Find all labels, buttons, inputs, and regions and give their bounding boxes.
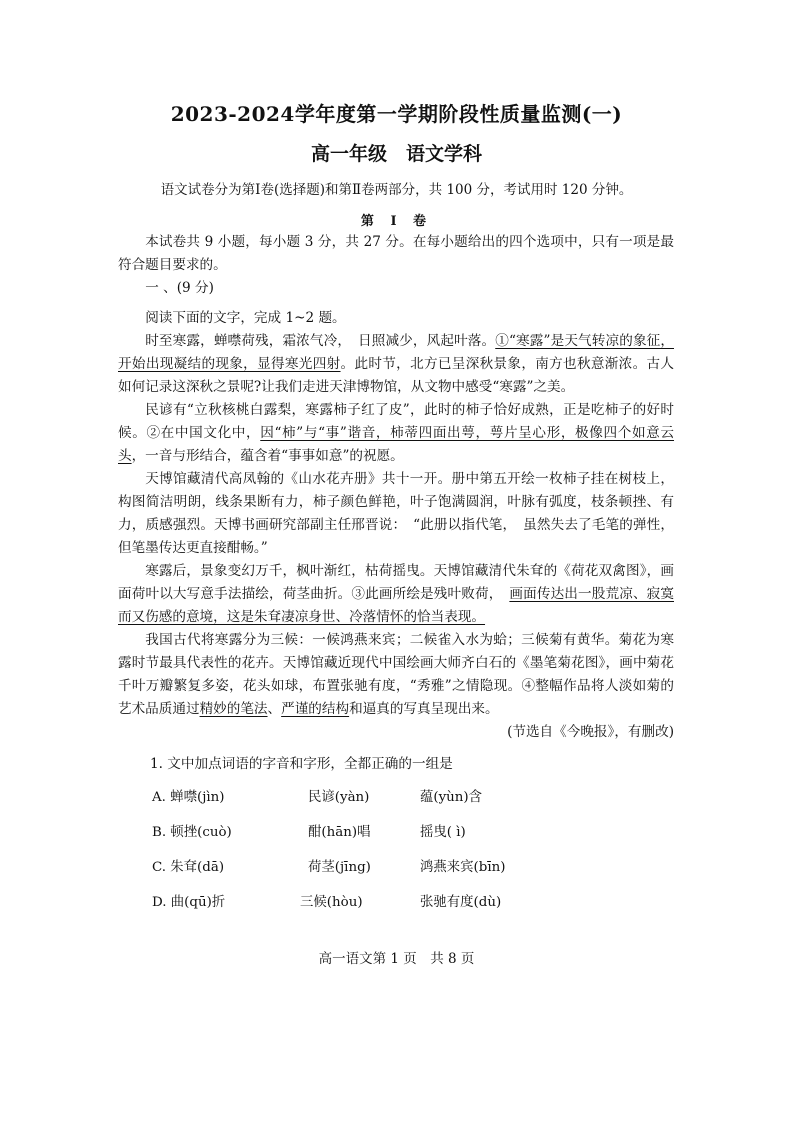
exam-subtitle: 高一年级 语文学科 — [310, 143, 482, 165]
p1-text-b: 。此时节，北方已呈深秋景象，南方也秋意渐浓。古人如何记录这深秋之景呢?让我们走进天津博物馆，从文物中感受“寒露”之美。 — [118, 356, 675, 395]
option-d-item-1: D. 曲(qū)折 — [152, 895, 226, 910]
passage-source: (节选自《今晚报》，有删改) — [507, 724, 674, 740]
option-c-item-3: 鸿燕来宾(bīn) — [420, 860, 506, 875]
question-1-stem: 1. 文中加点词语的字音和字形，全都正确的一组是 — [150, 756, 453, 772]
exam-title: 2023-2024学年度第一学期阶段性质量监测(一) — [170, 102, 623, 126]
passage-paragraph-3: 天博馆藏清代高凤翰的《山水花卉册》共十一开。册中第五开绘一枚柿子挂在树枝上，构图简洁明朗，线条果断有力，柿子颜色鲜艳，叶子饱满圆润，叶脉有弧度，枝条顿挫、有力，质感强烈。天博书画研究部副主任邢晋说： “此册以指代笔， 虽然失去了毛笔的弹性，但笔墨传达更直接酣畅。” — [118, 471, 674, 556]
part-heading: 一 、(9 分) — [145, 280, 214, 296]
option-d-item-2: 三候(hòu) — [300, 895, 363, 910]
p1-underlined: ①“寒露”是天气转凉的象征，开始出现凝结的现象，显得寒光四射 — [118, 333, 674, 372]
option-c-item-2: 荷茎(jīng) — [308, 860, 371, 875]
option-b-item-3: 摇曳( ì) — [420, 825, 466, 840]
option-d-item-3: 张驰有度(dù) — [420, 895, 502, 910]
option-a-item-3: 蕴(yùn)含 — [420, 790, 483, 805]
p2-text-b: ，一音与形结合，蕴含着“事事如意”的祝愿。 — [131, 448, 404, 464]
page-footer: 高一语文第 1 页 共 8 页 — [318, 951, 475, 967]
exam-intro: 语文试卷分为第Ⅰ卷(选择题)和第Ⅱ卷两部分，共 100 分，考试用时 120 分钟。 — [160, 182, 633, 198]
passage-paragraph-1 — [118, 330, 674, 399]
p1-text-a: 时至寒露，蝉噤荷残，霜浓气冷， 日照减少，风起叶落。 — [145, 333, 496, 349]
instructions-text: 本试卷共 9 小题，每小题 3 分，共 27 分。在每小题给出的四个选项中，只有一项是最符合题目要求的。 — [118, 234, 674, 273]
option-a-item-2: 民谚(yàn) — [308, 790, 370, 805]
option-c-item-1: C. 朱耷(dā) — [152, 860, 225, 875]
p5-underlined-1: 精妙的笔法 — [199, 701, 268, 717]
instructions-block — [118, 231, 674, 300]
p4-text-a: 寒露后，景象变幻万千，枫叶渐红，枯荷摇曳。天博馆藏清代朱耷的《荷花双禽图》，画面荷叶以大写意手法描绘，荷茎曲折。③此画所绘是残叶败荷， — [118, 563, 674, 602]
p5-sep: 、 — [267, 701, 282, 717]
passage-paragraph-2 — [118, 399, 674, 468]
p2-underlined: 因“柿”与“事”谐音，柿蒂四面出萼，萼片呈心形，极像四个如意云头 — [118, 425, 675, 464]
p4-underlined: 画面传达出一股荒凉、寂寞而又伤感的意境，这是朱耷凄凉身世、冷落情怀的恰当表现。 — [118, 586, 674, 625]
option-a-item-1: A. 蝉噤(jìn) — [152, 790, 225, 805]
p5-text-a: 我国古代将寒露分为三候：一候鸿燕来宾；二候雀入水为蛤；三候菊有黄华。菊花为寒露时节最具代表性的花卉。天博馆藏近现代中国绘画大师齐白石的《墨笔菊花图》，画中菊花千叶万瓣繁复多姿，花头如球，布置张驰有度，“秀雅”之情隐现。④整幅作品将人淡如菊的艺术品质通过 — [118, 632, 674, 717]
option-b-item-1: B. 顿挫(cuò) — [152, 825, 232, 840]
option-b-item-2: 酣(hān)唱 — [308, 825, 371, 840]
passage-paragraph-4 — [118, 560, 674, 629]
read-instruction: 阅读下面的文字，完成 1~2 题。 — [145, 310, 346, 326]
reading-passage — [118, 307, 674, 744]
p5-underlined-2: 严谨的结构 — [281, 701, 350, 717]
passage-paragraph-5 — [118, 629, 674, 721]
p5-text-b: 和逼真的写真呈现出来。 — [349, 701, 499, 717]
section-heading: 第 Ⅰ 卷 — [360, 214, 433, 229]
p2-text-a: 民谚有“立秋核桃白露梨，寒露柿子红了皮”，此时的柿子恰好成熟，正是吃柿子的好时候。②在中国文化中， — [118, 402, 674, 441]
